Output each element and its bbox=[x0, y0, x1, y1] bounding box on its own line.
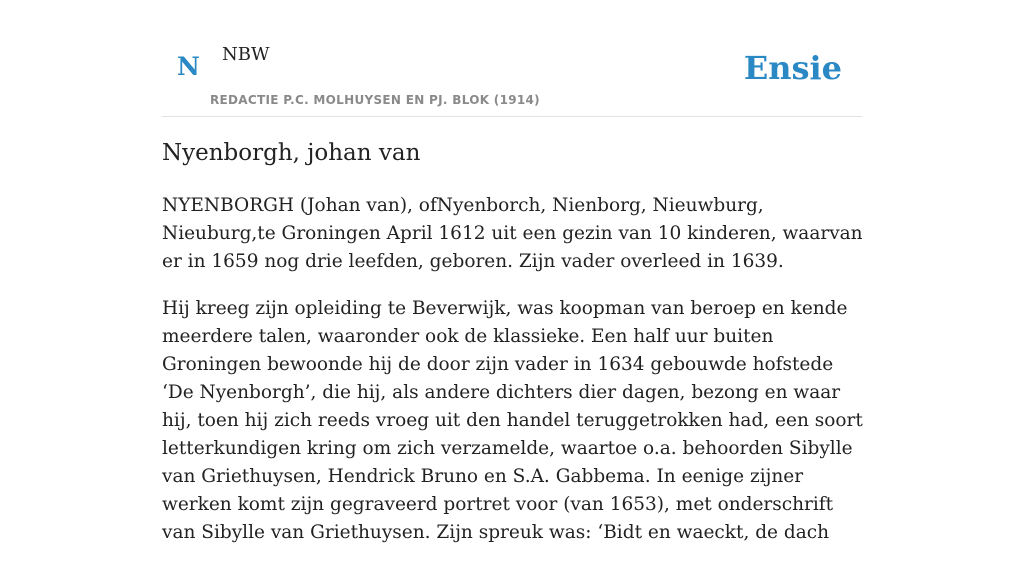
source-subtitle: REDACTIE P.C. MOLHUYSEN EN PJ. BLOK (1914) bbox=[210, 93, 540, 107]
brand-logo[interactable]: Ensie bbox=[743, 49, 842, 87]
source-name[interactable]: NBW bbox=[222, 44, 270, 65]
source-header bbox=[162, 0, 862, 117]
article-paragraph: Hij kreeg zijn opleiding te Beverwijk, was koopman van beroep en kende meerdere talen, waaronder ook de klassieke. Een half uur buiten Groningen bewoonde hij de door zijn vader in 1634 gebouwde hofstede ‘De Nyenborgh’, die hij, als andere dichters dier dagen, bezong en waar hij, toen hij zich reeds vroeg uit den handel teruggetrokken had, een soort letterkundigen kring om zich verzamelde, waartoe o.a. behoorden Sibylle van Griethuysen, Hendrick Bruno en S.A. Gabbema. In eenige zijner werken komt zijn gegraveerd portret voor (van 1653), met onderschrift van Sibylle van Griethuysen. Zijn spreuk was: ‘Bidt en waeckt, de dach bbox=[162, 298, 863, 543]
article-body bbox=[162, 192, 868, 566]
article-title: Nyenborgh, johan van bbox=[162, 140, 421, 166]
source-logo[interactable]: N bbox=[177, 52, 200, 81]
article-paragraph: NYENBORGH (Johan van), ofNyenborch, Nienborg, Nieuwburg, Nieuburg,te Groningen April 1612 uit een gezin van 10 kinderen, waarvan er in 1659 nog drie leefden, geboren. Zijn vader overleed in 1639. bbox=[162, 195, 863, 272]
